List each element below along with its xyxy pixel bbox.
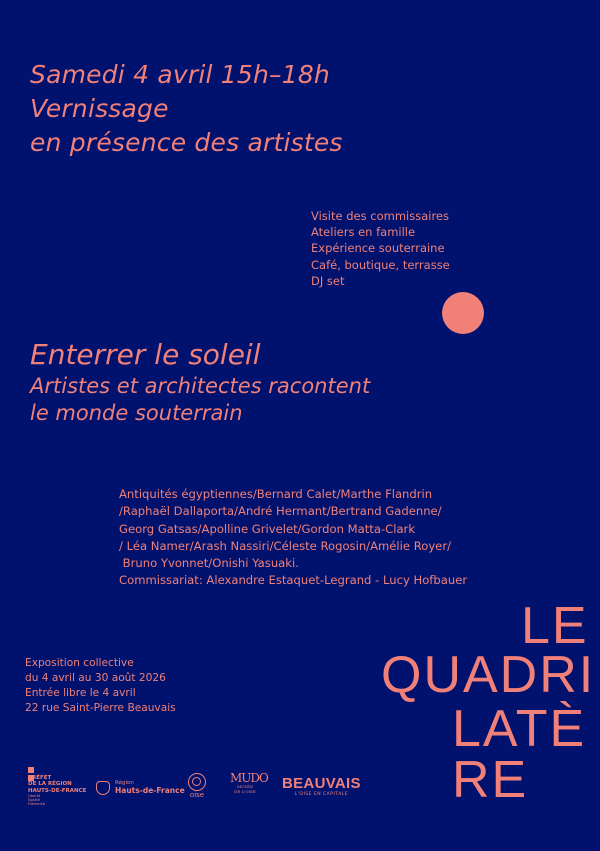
info-line: Entrée libre le 4 avril bbox=[25, 687, 136, 699]
activity-item: Ateliers en famille bbox=[311, 225, 416, 240]
info-line: du 4 avril au 30 août 2026 bbox=[25, 672, 166, 684]
mudo-line: MUSÉE bbox=[236, 784, 254, 789]
prefet-line: HAUTS-DE-FRANCE bbox=[28, 787, 87, 794]
oise-logo bbox=[185, 773, 209, 799]
subtitle-line: Artistes et architectes racontent bbox=[30, 374, 371, 398]
exhibition-title-block bbox=[30, 337, 370, 427]
info-line: 22 rue Saint-Pierre Beauvais bbox=[25, 702, 176, 714]
activity-item: Visite des commissaires bbox=[311, 209, 449, 223]
exhibition-title: Enterrer le soleil bbox=[30, 338, 261, 371]
activity-item: DJ set bbox=[311, 273, 345, 288]
prefet-line: PRÉFET bbox=[28, 775, 52, 781]
oise-ring-icon bbox=[188, 773, 206, 791]
activity-item: Expérience souterraine bbox=[311, 241, 445, 256]
mudo-line: DE L'OISE bbox=[234, 789, 256, 794]
region-line: Région bbox=[115, 780, 134, 786]
info-line: Exposition collective bbox=[25, 657, 134, 669]
beauvais-tagline: L'OISE EN CAPITALE bbox=[294, 792, 349, 797]
sun-circle-icon bbox=[442, 292, 484, 334]
prefet-logo bbox=[28, 767, 86, 806]
motto-line: Fraternité bbox=[28, 802, 45, 807]
beauvais-name: BEAUVAIS bbox=[282, 775, 361, 792]
event-note: en présence des artistes bbox=[30, 128, 343, 157]
artists-line: Georg Gatsas/Apolline Grivelet/Gordon Matta-Clark bbox=[119, 521, 416, 536]
artists-line: Antiquités égyptiennes/Bernard Calet/Marthe Flandrin bbox=[119, 487, 433, 501]
activity-item: Café, boutique, terrasse bbox=[311, 257, 450, 272]
event-date: Samedi 4 avril 15h–18h bbox=[30, 60, 330, 89]
artists-line: / Léa Namer/Arash Nassiri/Céleste Rogosin/Amélie Royer/ bbox=[119, 538, 451, 553]
exhibition-info bbox=[25, 656, 176, 716]
beauvais-logo bbox=[282, 776, 361, 798]
marianne-icon bbox=[28, 767, 42, 773]
subtitle-line: le monde souterrain bbox=[30, 401, 243, 425]
logo-line: LE bbox=[521, 597, 589, 655]
motto-line: Égalité bbox=[28, 798, 41, 803]
region-name: Hauts-de-France bbox=[115, 786, 185, 795]
activities-list bbox=[311, 208, 450, 289]
artists-line: Bruno Yvonnet/Onishi Yasuaki. bbox=[119, 556, 299, 571]
event-headline bbox=[30, 58, 343, 160]
prefet-line: DE LA RÉGION bbox=[28, 781, 72, 788]
exhibition-subtitle bbox=[30, 373, 370, 427]
oise-name: oise bbox=[189, 791, 205, 799]
logo-line: LATÈ bbox=[452, 700, 587, 758]
mudo-logo bbox=[230, 771, 268, 794]
motto-line: Liberté bbox=[28, 794, 41, 799]
logo-line: QUADRI bbox=[381, 646, 596, 704]
curators-line: Commissariat: Alexandre Estaquet-Legrand - Lucy Hofbauer bbox=[119, 573, 468, 588]
artists-list bbox=[119, 486, 467, 590]
mudo-mark: MUDO bbox=[230, 771, 268, 785]
region-icon bbox=[96, 781, 110, 795]
region-logo bbox=[96, 780, 185, 796]
artists-line: /Raphaël Dallaporta/André Hermant/Bertrand Gadenne/ bbox=[119, 504, 442, 519]
event-type: Vernissage bbox=[30, 94, 169, 123]
logo-line: RE bbox=[452, 751, 529, 809]
